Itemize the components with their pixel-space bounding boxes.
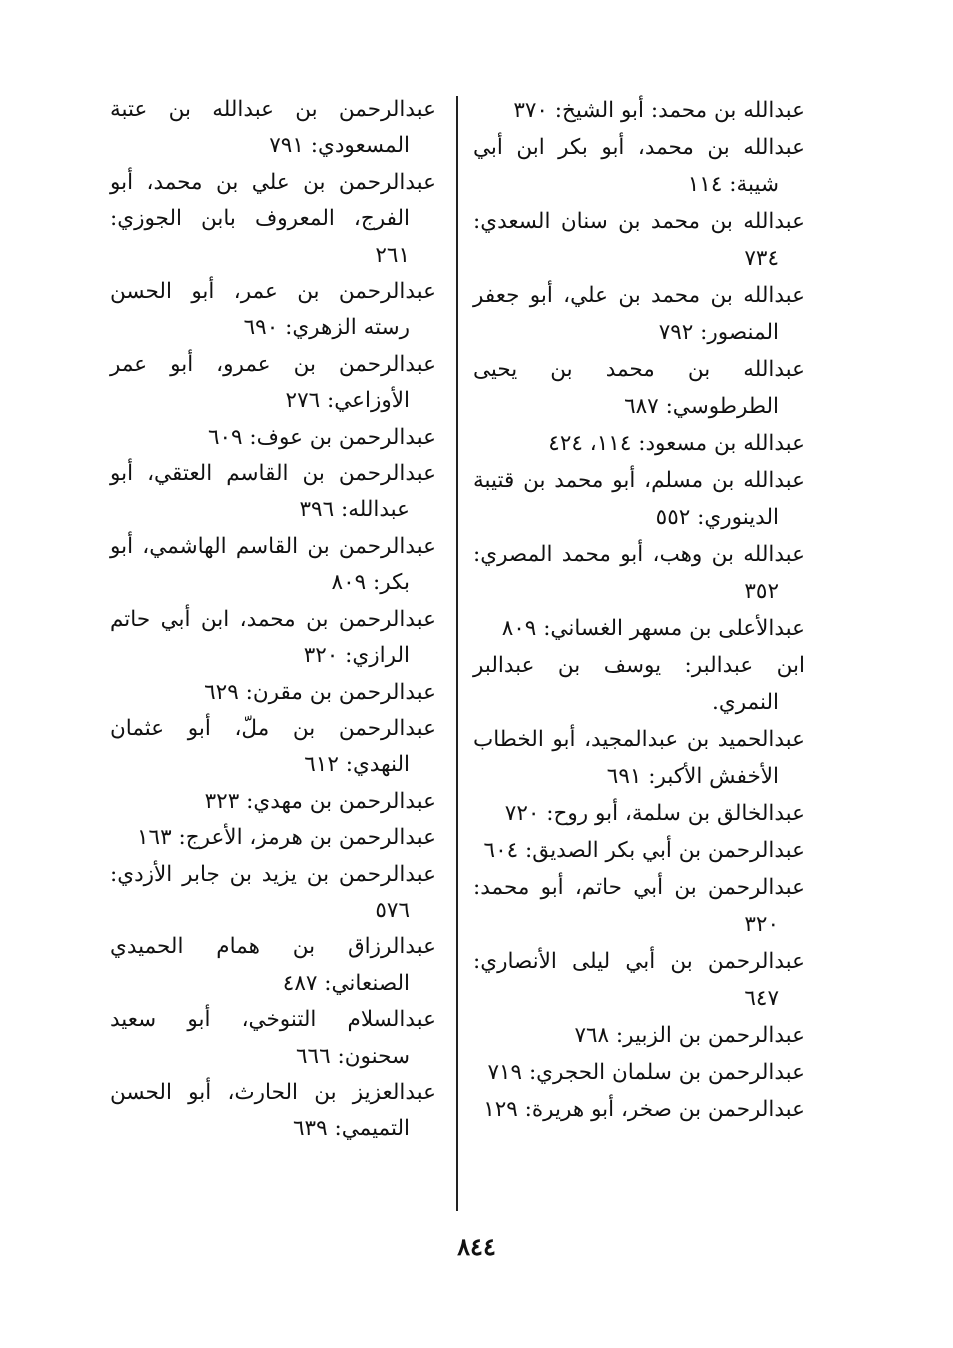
index-entry: عبدالرزاق بن همام الحميدي الصنعاني: ٤٨٧ — [110, 934, 436, 996]
index-entry: عبدالرحمن بن عمرو، أبو عمر الأوزاعي: ٢٧٦ — [110, 351, 436, 414]
index-entry: عبدالله بن مسلم، أبو محمد بن قتيبة الدينوري: ٥٥٢ — [473, 468, 805, 530]
index-column-left — [110, 92, 436, 1148]
index-entry: عبدالرحمن بن يزيد بن جابر الأزدي: ٥٧٦ — [110, 861, 436, 923]
index-entry: ابن عبدالبر: يوسف بن عبدالبر النمري. — [473, 653, 805, 715]
index-entry: عبدالرحمن بن هرمز، الأعرج: ١٦٣ — [137, 825, 436, 851]
index-entry: عبدالله بن محمد بن سنان السعدي: ٧٣٤ — [473, 209, 805, 271]
index-entry: عبدالرحمن بن مقرن: ٦٢٩ — [204, 679, 436, 705]
index-entry: عبدالرحمن بن عبدالله بن عتبة المسعودي: ٧٩١ — [110, 97, 436, 159]
index-entry: عبدالله بن محمد بن علي، أبو جعفر المنصور: ٧٩٢ — [473, 283, 805, 345]
index-entry: عبدالرحمن بن عمر، أبو الحسن رسته الزهري: ٦٩٠ — [110, 279, 436, 341]
column-divider — [456, 96, 458, 1211]
index-entry: عبدالرحمن بن عوف: ٦٠٩ — [207, 424, 436, 450]
index-entry: عبدالله بن محمد، أبو بكر ابن أبي شيبة: ١١٤ — [473, 135, 805, 197]
index-entry: عبدالرحمن بن الزبير: ٧٦٨ — [574, 1023, 805, 1048]
index-entry: عبدالرحمن بن مهدي: ٣٢٣ — [204, 788, 436, 814]
index-entry: عبدالرحمن بن القاسم العتقي، أبو عبدالله: ٣٩٦ — [110, 461, 436, 523]
index-entry: عبدالعزيز بن الحارث، أبو الحسن التميمي: ٦٣٩ — [110, 1079, 436, 1142]
index-column-right — [473, 92, 805, 1128]
index-entry: عبدالسلام التنوخي، أبو سعيد سحنون: ٦٦٦ — [110, 1007, 436, 1069]
index-entry: عبدالرحمن بن علي بن محمد، أبو الفرج، المعروف بابن الجوزي: ٢٦١ — [110, 169, 436, 268]
index-entry: عبدالرحمن بن سلمان الحجري: ٧١٩ — [487, 1060, 805, 1085]
index-entry: عبدالرحمن بن ملّ، أبو عثمان النهدي: ٦١٢ — [110, 715, 436, 778]
index-entry: عبدالله بن وهب، أبو محمد المصري: ٣٥٢ — [473, 542, 805, 604]
index-entry: عبدالله بن محمد: أبو الشيخ: ٣٧٠ — [513, 98, 805, 123]
index-entry: عبدالرحمن بن أبي بكر الصديق: ٦٠٤ — [483, 838, 805, 863]
index-entry: عبدالرحمن بن أبي حاتم، أبو محمد: ٣٢٠ — [473, 875, 805, 937]
index-entry: عبدالحميد بن عبدالمجيد، أبو الخطاب الأخفش الأكبر: ٦٩١ — [473, 727, 805, 789]
index-entry: عبدالأعلى بن مسهر الغساني: ٨٠٩ — [501, 616, 805, 641]
index-entry: عبدالرحمن بن أبي ليلى الأنصاري: ٦٤٧ — [473, 949, 805, 1011]
index-entry: عبدالخالق بن سلمة، أبو روح: ٧٢٠ — [504, 801, 805, 826]
index-entry: عبدالرحمن بن صخر، أبو هريرة: ١٢٩ — [483, 1097, 805, 1122]
index-entry: عبدالله بن محمد بن يحيى الطرطوسي: ٦٨٧ — [473, 357, 805, 419]
index-entry: عبدالرحمن بن محمد، ابن أبي حاتم الرازي: ٣٢٠ — [110, 606, 436, 669]
page-number: ٨٤٤ — [457, 1232, 496, 1261]
index-entry: عبدالله بن مسعود: ١١٤، ٤٢٤ — [548, 431, 805, 456]
index-entry: عبدالرحمن بن القاسم الهاشمي، أبو بكر: ٨٠٩ — [110, 533, 436, 596]
